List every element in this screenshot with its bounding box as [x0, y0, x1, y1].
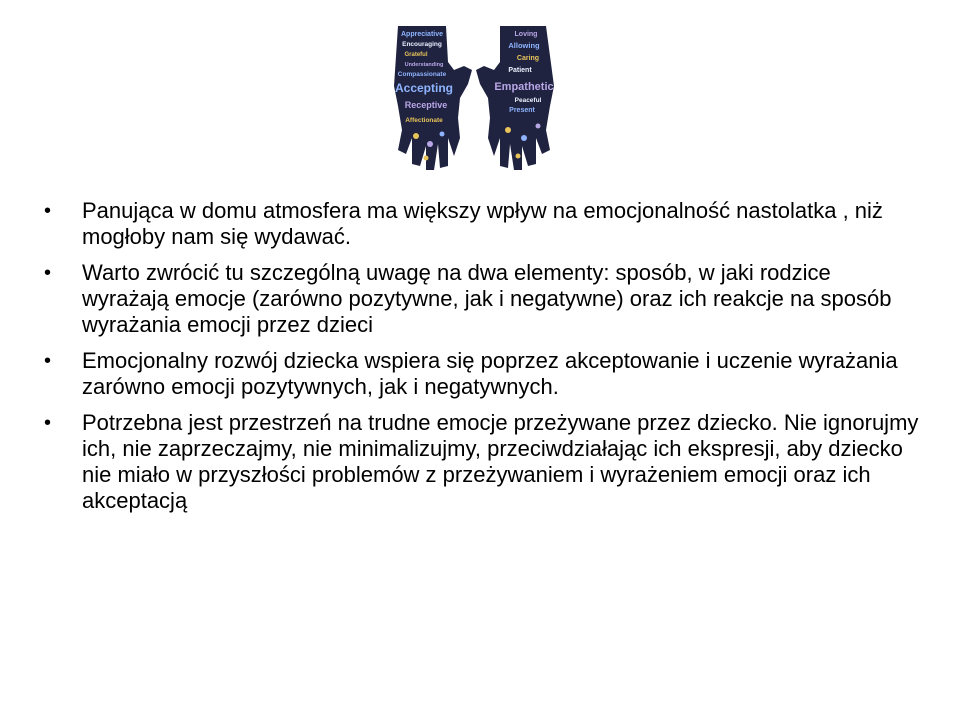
- word-appreciative: Appreciative: [400, 31, 444, 38]
- right-hand: [476, 26, 554, 170]
- bullet-marker: •: [44, 200, 52, 222]
- word-peaceful: Peaceful: [514, 97, 542, 104]
- word-affectionate: Affectionate: [405, 117, 443, 124]
- bullet-marker: •: [44, 350, 52, 372]
- word-compassionate: Compassionate: [397, 71, 447, 78]
- word-grateful: Grateful: [404, 52, 428, 58]
- word-caring: Caring: [516, 55, 540, 62]
- left-hand: [394, 26, 472, 170]
- bullet-marker: •: [44, 412, 52, 434]
- hands-illustration: [368, 26, 580, 174]
- bullet-text: Warto zwrócić tu szczególną uwagę na dwa elementy: sposób, w jaki rodzice wyrażają emocje (zarówno pozytywne, jak i negatywne) oraz ich reakcje na sposób wyrażania emocji przez dzieci: [82, 260, 892, 337]
- bullet-item: [40, 260, 920, 338]
- bullet-marker: •: [44, 262, 52, 284]
- word-patient: Patient: [508, 67, 532, 74]
- word-empathetic: Empathetic: [494, 81, 554, 93]
- word-understanding: Understanding: [404, 62, 444, 68]
- bullet-text: Potrzebna jest przestrzeń na trudne emocje przeżywane przez dziecko. Nie ignorujmy ich, nie zaprzeczajmy, nie minimalizujmy, przeciwdziałając ich ekspresji, aby dziecko nie miało w przyszłości problemów z przeżywaniem i wyrażeniem emocji oraz ich akceptacją: [82, 410, 919, 513]
- word-present: Present: [509, 107, 535, 114]
- bullet-text: Emocjonalny rozwój dziecka wspiera się poprzez akceptowanie i uczenie wyrażania zarówno emocji pozytywnych, jak i negatywnych.: [82, 348, 898, 399]
- word-loving: Loving: [514, 31, 538, 38]
- word-receptive: Receptive: [404, 100, 448, 110]
- word-allowing: Allowing: [508, 41, 540, 50]
- word-accepting: Accepting: [394, 81, 454, 95]
- word-encouraging: Encouraging: [402, 41, 442, 48]
- bullet-list: [40, 198, 920, 524]
- bullet-item: [40, 198, 920, 250]
- bullet-text: Panująca w domu atmosfera ma większy wpływ na emocjonalność nastolatka , niż mogłoby nam się wydawać.: [82, 198, 883, 249]
- bullet-item: [40, 410, 920, 514]
- bullet-item: [40, 348, 920, 400]
